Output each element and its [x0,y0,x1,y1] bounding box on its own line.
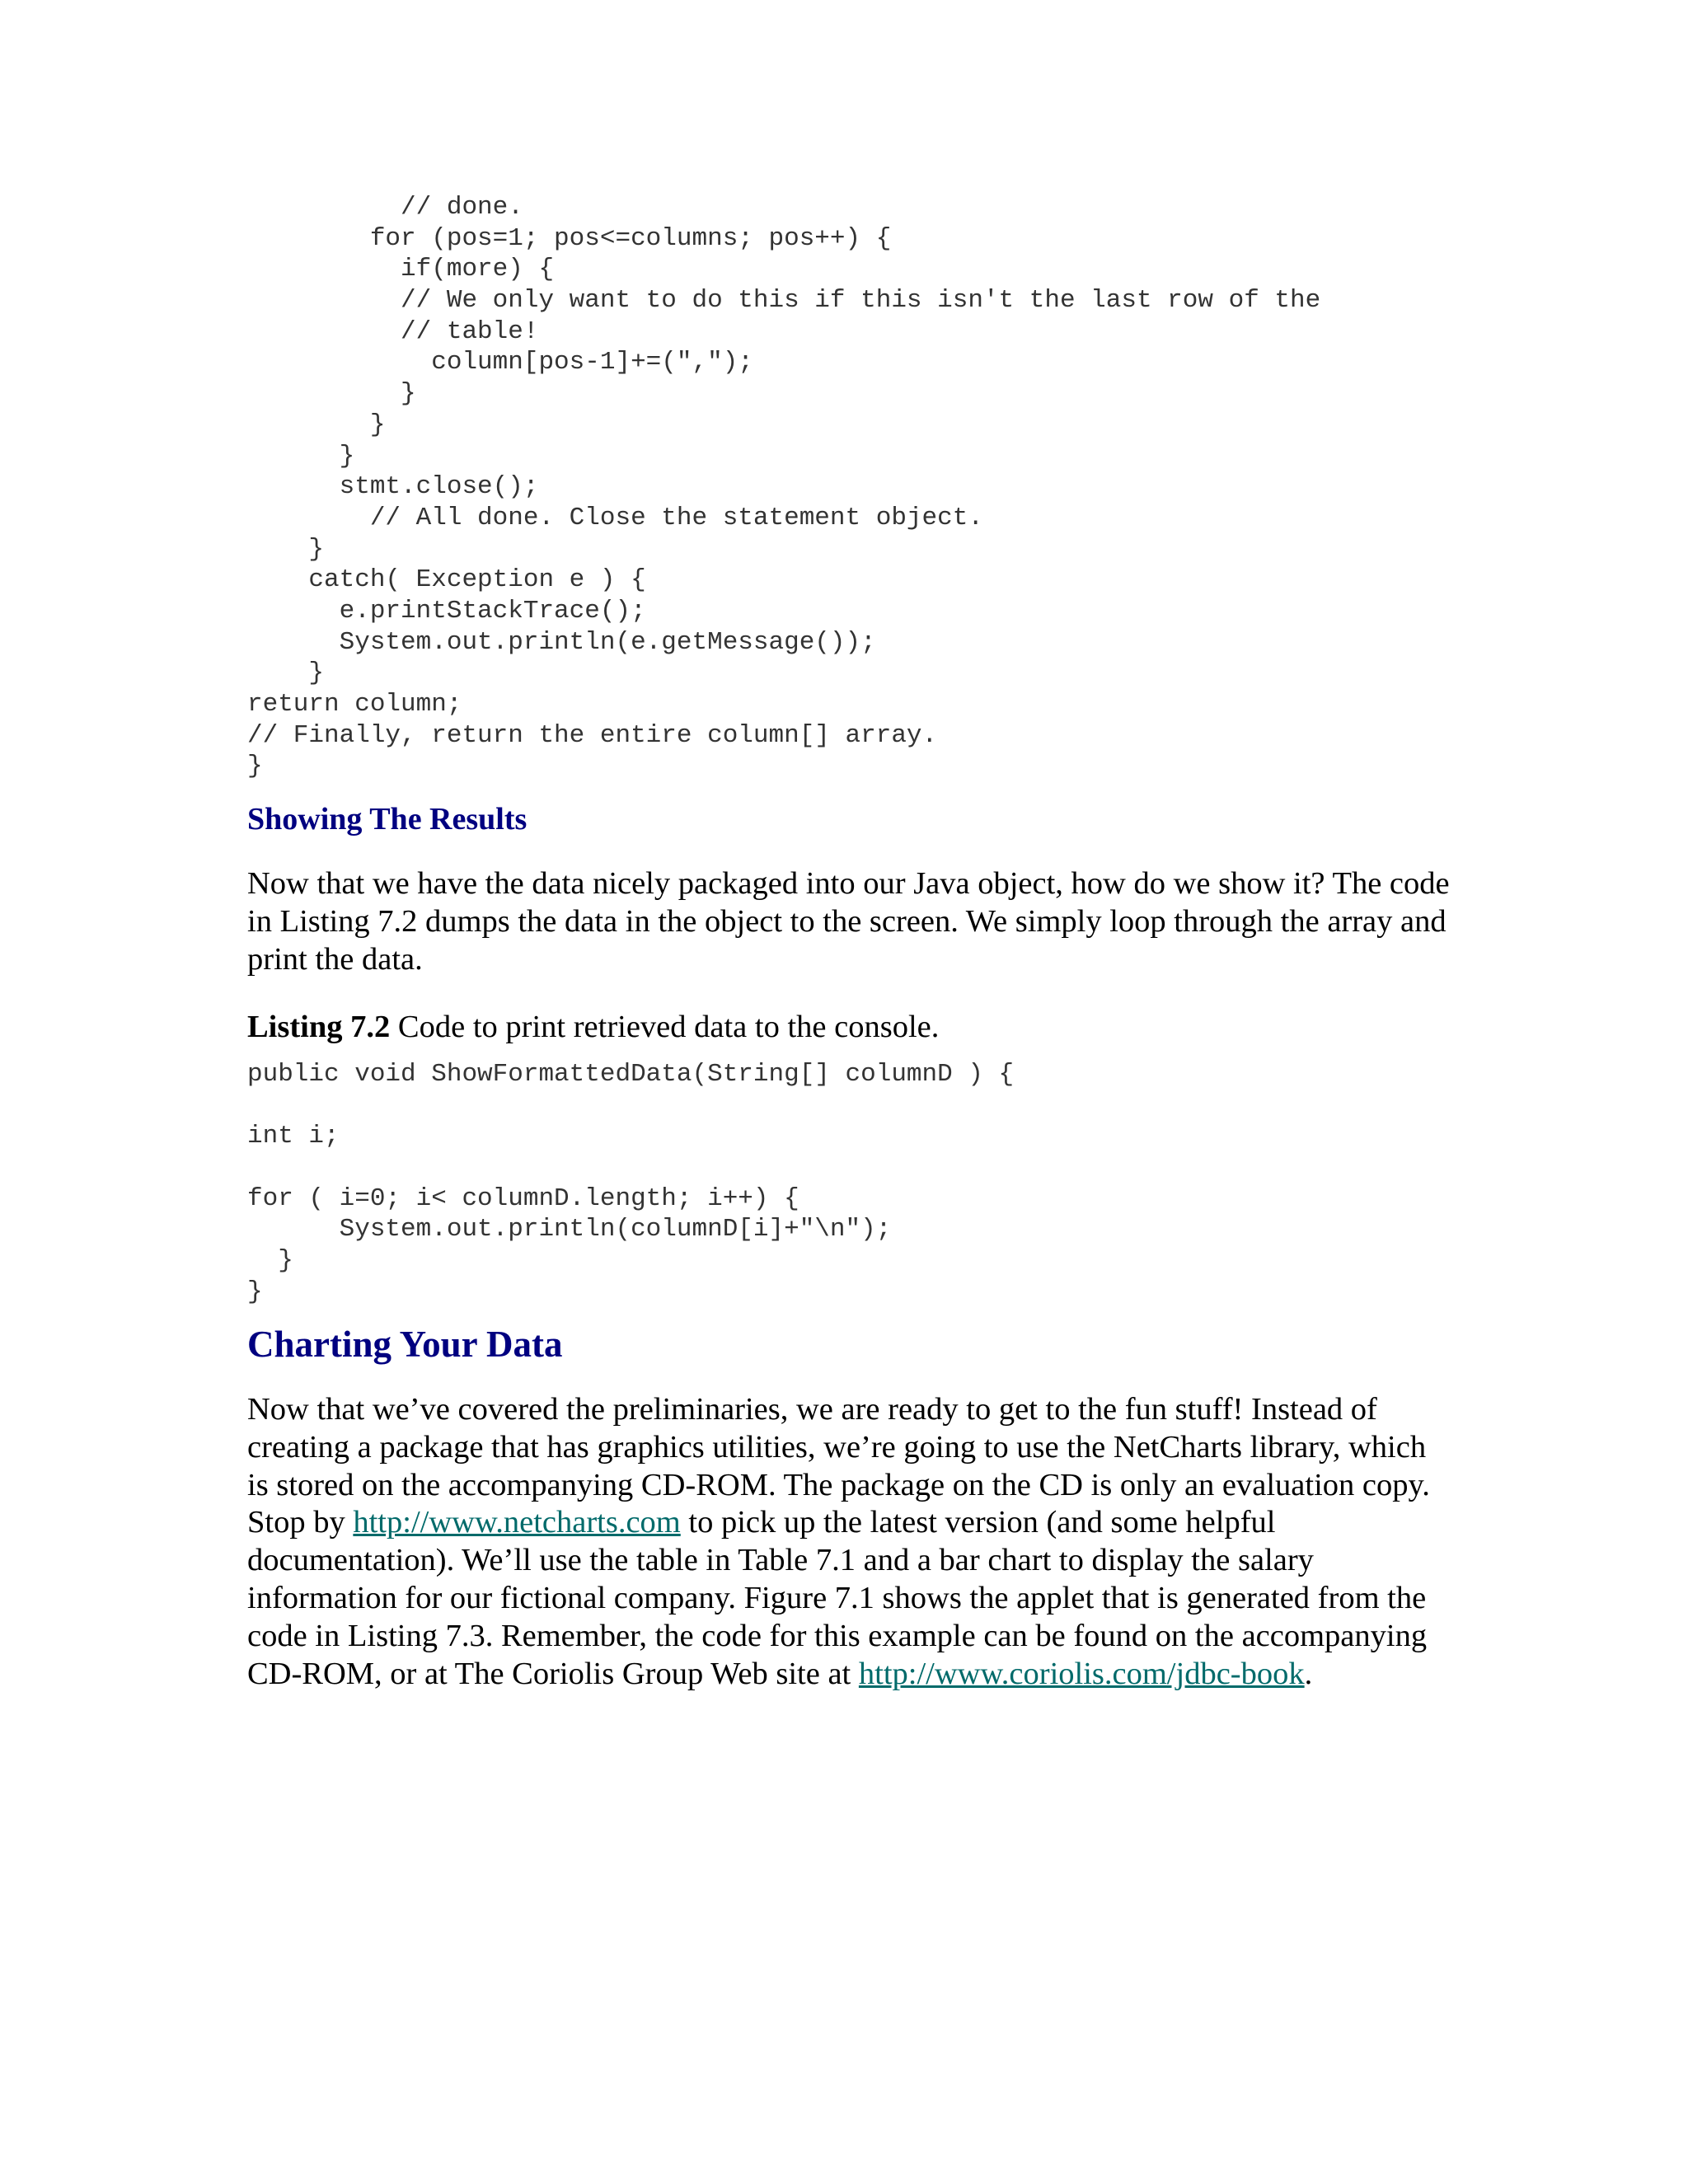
listing-label: Listing 7.2 [247,1010,391,1044]
code-line: System.out.println(e.getMessage()); [247,627,876,657]
code-line: column[pos-1]+=(","); [247,348,753,377]
paragraph-charting [247,1391,1451,1693]
code-line: return column; [247,690,462,719]
code-line: System.out.println(columnD[i]+"\n"); [247,1215,892,1244]
code-line: } [247,441,355,471]
coriolis-link[interactable]: http://www.coriolis.com/jdbc-book [858,1656,1305,1691]
code-line: } [247,1277,263,1306]
code-line: public void ShowFormattedData(String[] columnD ) { [247,1060,1015,1089]
code-line: } [247,410,386,439]
code-line: // We only want to do this if this isn't the last row of the [247,286,1321,316]
code-line: } [247,534,325,564]
code-block-listing-7-2 [247,1059,1014,1308]
charting-text-3: . [1304,1656,1313,1691]
code-line [247,1152,1014,1183]
listing-caption-text: Code to print retrieved data to the console. [390,1010,940,1044]
charting-text-2: to pick up the latest version (and some helpful documentation). We’ll use the table in Table 7.1 and a bar chart to display the salary information for our fictional company. Figure 7.1 shows the applet that is generated from the code in Listing 7.3. Remember, the code for this example can be found on the accompanying CD-ROM, or at The Coriolis Group Web site at [247,1505,1428,1691]
code-line: e.printStackTrace(); [247,596,646,626]
code-line: } [247,658,325,688]
paragraph-showing-results: Now that we have the data nicely packaged into our Java object, how do we show it? The code in Listing 7.2 dumps the data in the object to the screen. We simply loop through the array and print the data. [247,866,1450,977]
code-line: } [247,752,263,781]
code-line: // done. [247,193,523,222]
code-line: // table! [247,316,539,346]
code-line: stmt.close(); [247,472,539,502]
netcharts-link[interactable]: http://www.netcharts.com [353,1505,681,1540]
code-line [247,1090,1014,1122]
code-line: for (pos=1; pos<=columns; pos++) { [247,223,892,253]
code-line: } [247,379,416,409]
listing-caption [247,1009,1451,1047]
code-line: for ( i=0; i< columnD.length; i++) { [247,1183,799,1213]
code-line: // Finally, return the entire column[] array. [247,720,938,750]
code-line: int i; [247,1122,340,1151]
code-block-column-loop [247,192,1320,782]
section-heading-charting: Charting Your Data [247,1324,563,1365]
code-line: } [247,1246,293,1276]
section-heading-showing-results: Showing The Results [247,802,528,837]
code-line: // All done. Close the statement object. [247,503,983,532]
code-line: if(more) { [247,255,555,284]
charting-text-1: Now that we’ve covered the preliminaries, we are ready to get to the fun stuff! Instead of creating a package that has graphics utilities, we’re going to use the NetCharts library, which is stored on the accompanying CD-ROM. The package on the CD is only an evaluation copy. Stop by [247,1392,1430,1540]
code-line: catch( Exception e ) { [247,565,646,595]
